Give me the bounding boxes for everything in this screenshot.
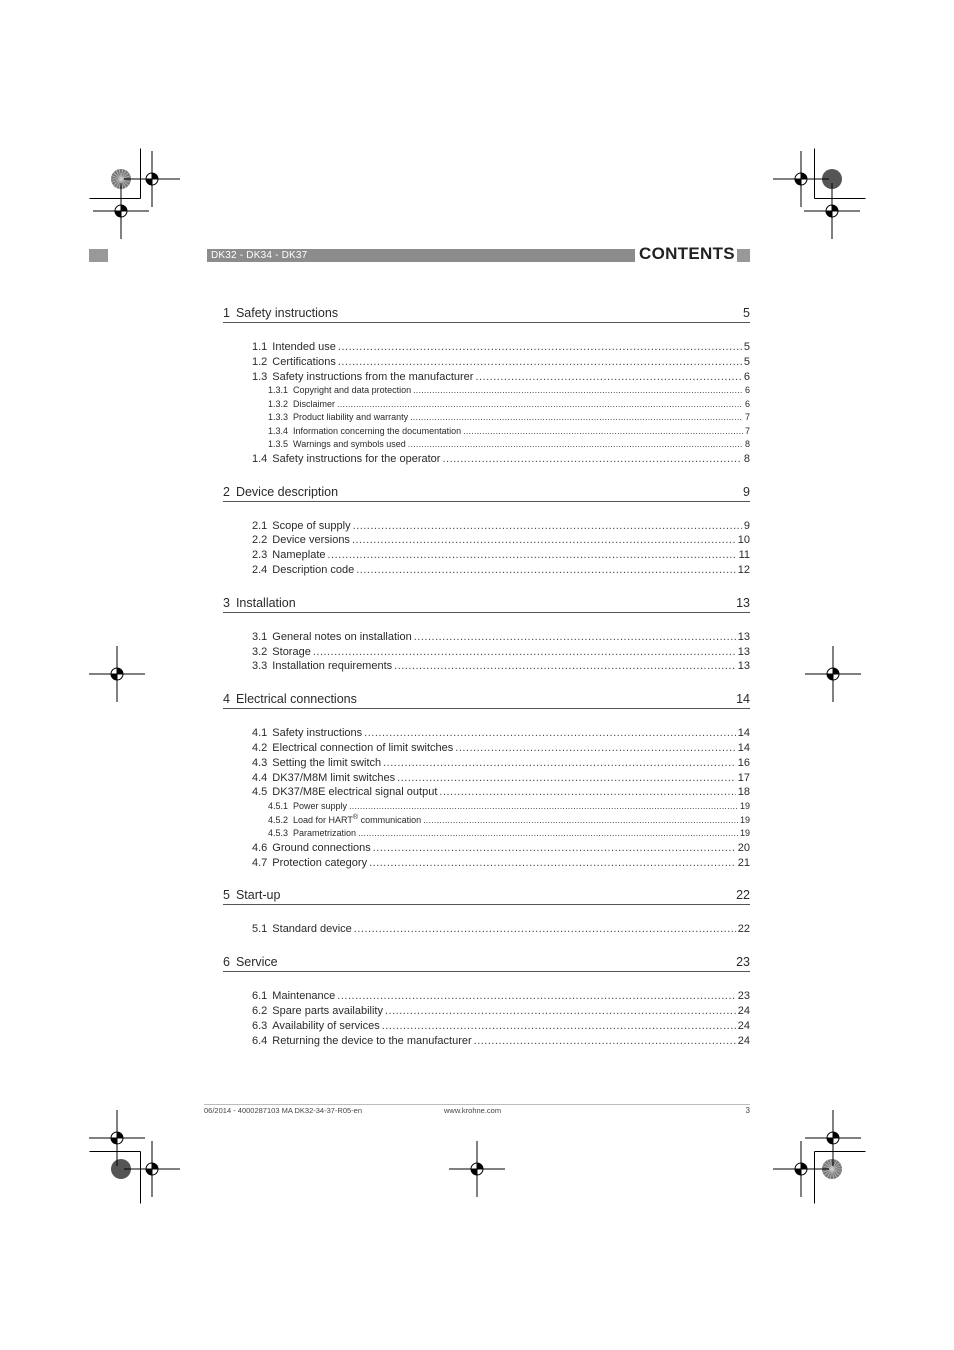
toc-section-entry[interactable] bbox=[223, 548, 750, 563]
table-of-contents bbox=[223, 300, 750, 1048]
toc-chapter-page: 23 bbox=[736, 955, 750, 970]
toc-entry-page: 8 bbox=[743, 452, 750, 465]
toc-entry-title bbox=[293, 411, 408, 425]
toc-entry-title-text: Information concerning the documentation bbox=[293, 425, 462, 436]
toc-entry-title bbox=[272, 533, 350, 548]
registration-mark-icon bbox=[87, 1108, 147, 1168]
dot-leader bbox=[352, 533, 736, 548]
toc-entry-number: 4.7 bbox=[252, 856, 268, 869]
toc-entry-page: 10 bbox=[737, 534, 750, 547]
toc-section-entry[interactable] bbox=[223, 785, 750, 800]
dot-leader bbox=[397, 771, 736, 786]
toc-entry-number: 4.5.3 bbox=[268, 828, 289, 839]
toc-entry-title bbox=[272, 726, 362, 741]
toc-entry-page: 8 bbox=[744, 439, 750, 450]
header-block-left bbox=[89, 249, 108, 262]
dot-leader bbox=[364, 726, 736, 741]
dot-leader bbox=[455, 741, 735, 756]
registration-mark-icon bbox=[802, 181, 862, 241]
dot-leader bbox=[439, 785, 735, 800]
toc-entry-title bbox=[293, 827, 356, 841]
toc-entry-title-text: General notes on installation bbox=[272, 630, 412, 643]
header-model: DK32 - DK34 - DK37 bbox=[211, 250, 308, 261]
toc-entry-page: 19 bbox=[739, 814, 750, 825]
toc-chapter-title: Safety instructions bbox=[235, 306, 339, 320]
toc-section-entry[interactable] bbox=[223, 841, 750, 856]
toc-entry-page: 13 bbox=[737, 645, 750, 658]
toc-entry-title bbox=[272, 922, 352, 937]
toc-entry-number: 4.2 bbox=[252, 742, 268, 755]
dot-leader bbox=[349, 800, 738, 814]
toc-entry-number: 1.3.3 bbox=[268, 412, 289, 423]
registered-mark: ® bbox=[352, 813, 359, 821]
toc-entry-title bbox=[272, 771, 395, 786]
footer-doc-info: 06/2014 - 4000287103 MA DK32-34-37-R05-en bbox=[204, 1106, 363, 1115]
toc-chapter-page: 22 bbox=[736, 888, 750, 903]
crop-line bbox=[89, 1151, 141, 1152]
toc-chapter-number: 5 bbox=[223, 888, 230, 903]
toc-entry-title-text: Intended use bbox=[272, 341, 336, 353]
toc-entry-page: 9 bbox=[743, 519, 750, 532]
dot-leader bbox=[410, 411, 743, 425]
toc-entry-title bbox=[272, 370, 473, 385]
toc-entry-page: 11 bbox=[738, 549, 750, 562]
dot-leader bbox=[354, 922, 736, 937]
toc-entry-page: 24 bbox=[737, 1034, 750, 1047]
dot-leader bbox=[338, 340, 742, 355]
footer-website: www.krohne.com bbox=[444, 1106, 502, 1115]
toc-chapter-page: 5 bbox=[743, 306, 750, 320]
toc-entry-title-text: Description code bbox=[272, 564, 355, 577]
toc-entry-title bbox=[272, 741, 453, 756]
toc-entry-title-text: Safety instructions from the manufacturer bbox=[272, 370, 474, 383]
dot-leader bbox=[313, 645, 736, 660]
toc-entry-page: 13 bbox=[737, 630, 750, 643]
toc-entry-title bbox=[272, 452, 440, 467]
toc-entry-title bbox=[293, 438, 406, 452]
toc-entry-title-text: Copyright and data protection bbox=[293, 385, 412, 396]
toc-entry-title-text: Parametrization bbox=[293, 828, 357, 839]
toc-entry-title-suffix: communication bbox=[358, 814, 422, 825]
toc-entry-list bbox=[223, 502, 750, 578]
toc-entry-page: 19 bbox=[739, 801, 750, 812]
toc-entry-title bbox=[272, 1034, 471, 1049]
toc-entry-title bbox=[272, 1019, 379, 1034]
registration-mark-icon bbox=[803, 644, 863, 704]
toc-entry-title-text: Electrical connection of limit switches bbox=[272, 742, 454, 755]
crop-line bbox=[140, 1151, 141, 1204]
toc-chapter-number: 1 bbox=[223, 306, 230, 320]
toc-entry-number: 4.3 bbox=[252, 756, 268, 769]
toc-section-entry[interactable] bbox=[223, 645, 750, 660]
toc-entry-number: 1.4 bbox=[252, 452, 268, 465]
toc-entry-title bbox=[272, 756, 381, 771]
dot-leader bbox=[356, 563, 736, 578]
toc-entry-title bbox=[293, 384, 411, 398]
toc-entry-title-text: Spare parts availability bbox=[272, 1004, 383, 1017]
toc-entry-title-text: Availability of services bbox=[272, 1019, 380, 1032]
toc-entry-list bbox=[223, 972, 750, 1048]
toc-entry-number: 6.1 bbox=[252, 990, 268, 1003]
toc-entry-page: 24 bbox=[737, 1004, 750, 1017]
toc-entry-number: 4.5.2 bbox=[268, 814, 289, 825]
dot-leader bbox=[414, 630, 736, 645]
dot-leader bbox=[338, 355, 742, 370]
toc-entry-number: 4.1 bbox=[252, 727, 268, 740]
toc-chapter-title: Start-up bbox=[235, 888, 281, 903]
toc-entry-page: 17 bbox=[737, 771, 750, 784]
toc-entry-number: 6.2 bbox=[252, 1004, 268, 1017]
toc-entry-title-text: Scope of supply bbox=[272, 519, 351, 532]
toc-chapter-heading[interactable] bbox=[223, 882, 750, 905]
toc-entry-title bbox=[272, 340, 336, 355]
crop-line bbox=[814, 1151, 866, 1152]
toc-entry-page: 13 bbox=[737, 660, 750, 673]
toc-chapter-heading[interactable] bbox=[223, 949, 750, 972]
toc-entry-number: 2.2 bbox=[252, 534, 268, 547]
toc-section-entry[interactable] bbox=[223, 355, 750, 370]
toc-chapter bbox=[223, 300, 750, 467]
toc-chapter-label bbox=[223, 955, 278, 969]
toc-entry-page: 14 bbox=[737, 742, 750, 755]
toc-chapter-heading[interactable] bbox=[223, 686, 750, 709]
toc-entry-number: 4.5 bbox=[252, 786, 268, 799]
toc-section-entry[interactable] bbox=[223, 756, 750, 771]
toc-chapter-number: 6 bbox=[223, 955, 230, 970]
toc-subsection-entry[interactable] bbox=[223, 827, 750, 841]
toc-chapter bbox=[223, 882, 750, 937]
toc-entry-title-text: Warnings and symbols used bbox=[293, 439, 406, 450]
registration-mark-icon bbox=[447, 1139, 507, 1199]
dot-leader bbox=[328, 548, 737, 563]
toc-section-entry[interactable] bbox=[223, 519, 750, 534]
toc-entry-title bbox=[272, 645, 311, 660]
toc-section-entry[interactable] bbox=[223, 989, 750, 1004]
toc-section-entry[interactable] bbox=[223, 630, 750, 645]
toc-subsection-entry[interactable] bbox=[223, 398, 750, 412]
toc-entry-number: 1.3.5 bbox=[268, 439, 289, 450]
toc-entry-title-text: Returning the device to the manufacturer bbox=[272, 1034, 472, 1047]
toc-chapter bbox=[223, 686, 750, 870]
crop-line bbox=[89, 198, 141, 199]
toc-subsection-entry[interactable] bbox=[223, 384, 750, 398]
toc-entry-page: 7 bbox=[744, 425, 750, 436]
toc-chapter-title: Service bbox=[235, 955, 278, 970]
toc-entry-page: 20 bbox=[737, 841, 750, 854]
dot-leader bbox=[474, 1034, 736, 1049]
toc-chapter-label bbox=[223, 306, 338, 320]
dot-leader bbox=[385, 1004, 736, 1019]
toc-entry-number: 4.5.1 bbox=[268, 801, 289, 812]
footer-divider bbox=[204, 1104, 750, 1105]
toc-chapter bbox=[223, 590, 750, 674]
toc-entry-page: 16 bbox=[737, 756, 750, 769]
toc-entry-list bbox=[223, 613, 750, 674]
crop-line bbox=[814, 198, 866, 199]
toc-entry-page: 21 bbox=[737, 856, 750, 869]
toc-section-entry[interactable] bbox=[223, 563, 750, 578]
toc-entry-number: 3.3 bbox=[252, 660, 268, 673]
toc-chapter-heading[interactable] bbox=[223, 479, 750, 502]
toc-entry-number: 2.3 bbox=[252, 549, 268, 562]
toc-entry-number: 1.3 bbox=[252, 370, 268, 383]
toc-chapter-label bbox=[223, 485, 338, 499]
toc-entry-page: 24 bbox=[737, 1019, 750, 1032]
toc-entry-number: 2.1 bbox=[252, 519, 268, 532]
toc-chapter-number: 3 bbox=[223, 595, 230, 610]
toc-entry-title-text: Standard device bbox=[272, 923, 352, 936]
dot-leader bbox=[353, 519, 742, 534]
toc-section-entry[interactable] bbox=[223, 340, 750, 355]
registration-mark-icon bbox=[91, 181, 151, 241]
dot-leader bbox=[358, 827, 738, 841]
toc-entry-page: 23 bbox=[737, 990, 750, 1003]
toc-section-entry[interactable] bbox=[223, 659, 750, 674]
toc-chapter-page: 9 bbox=[743, 484, 750, 499]
dot-leader bbox=[413, 384, 743, 398]
toc-chapter-label bbox=[223, 596, 296, 610]
toc-section-entry[interactable] bbox=[223, 771, 750, 786]
toc-entry-page: 6 bbox=[744, 398, 750, 409]
toc-entry-number: 4.4 bbox=[252, 771, 268, 784]
dot-leader bbox=[337, 989, 735, 1004]
dot-leader bbox=[463, 425, 743, 439]
toc-chapter-title: Installation bbox=[235, 595, 296, 610]
toc-entry-title bbox=[272, 841, 370, 856]
registration-mark-icon bbox=[803, 1108, 863, 1168]
toc-entry-number: 4.6 bbox=[252, 841, 268, 854]
toc-entry-number: 1.3.4 bbox=[268, 425, 289, 436]
toc-entry-title-text: Maintenance bbox=[272, 990, 336, 1003]
toc-entry-title-text: Device versions bbox=[272, 534, 350, 547]
toc-entry-page: 19 bbox=[739, 828, 750, 839]
toc-section-entry[interactable] bbox=[223, 726, 750, 741]
toc-chapter-heading[interactable] bbox=[223, 590, 750, 613]
toc-subsection-entry[interactable] bbox=[223, 438, 750, 452]
toc-chapter-label bbox=[223, 692, 357, 706]
toc-entry-title bbox=[272, 989, 335, 1004]
toc-section-entry[interactable] bbox=[223, 1019, 750, 1034]
toc-entry-title bbox=[293, 814, 421, 828]
toc-entry-title bbox=[272, 630, 411, 645]
toc-subsection-entry[interactable] bbox=[223, 411, 750, 425]
toc-entry-title bbox=[293, 425, 461, 439]
dot-leader bbox=[442, 452, 741, 467]
toc-subsection-entry[interactable] bbox=[223, 814, 750, 828]
toc-entry-title-text: Power supply bbox=[293, 801, 348, 812]
toc-entry-page: 18 bbox=[737, 786, 750, 799]
toc-entry-page: 12 bbox=[737, 564, 750, 577]
dot-leader bbox=[475, 370, 741, 385]
crop-line bbox=[814, 148, 815, 199]
toc-section-entry[interactable] bbox=[223, 741, 750, 756]
toc-section-entry[interactable] bbox=[223, 856, 750, 871]
toc-entry-title-text: Setting the limit switch bbox=[272, 756, 382, 769]
toc-chapter-page: 13 bbox=[736, 595, 750, 610]
toc-entry-page: 14 bbox=[737, 727, 750, 740]
toc-entry-title bbox=[293, 800, 347, 814]
toc-entry-title bbox=[272, 785, 437, 800]
dot-leader bbox=[337, 398, 743, 412]
toc-entry-title bbox=[272, 355, 336, 370]
crop-line bbox=[814, 1151, 815, 1204]
toc-entry-number: 1.3.1 bbox=[268, 385, 289, 396]
toc-entry-number: 5.1 bbox=[252, 923, 268, 936]
toc-entry-page: 5 bbox=[743, 341, 750, 353]
toc-chapter-number: 4 bbox=[223, 692, 230, 707]
toc-subsection-entry[interactable] bbox=[223, 800, 750, 814]
header-block-right bbox=[737, 249, 750, 262]
toc-entry-list bbox=[223, 905, 750, 937]
toc-entry-number: 2.4 bbox=[252, 564, 268, 577]
toc-entry-page: 5 bbox=[743, 355, 750, 368]
toc-section-entry[interactable] bbox=[223, 533, 750, 548]
toc-entry-number: 3.2 bbox=[252, 645, 268, 658]
toc-entry-number: 6.4 bbox=[252, 1034, 268, 1047]
toc-entry-number: 3.1 bbox=[252, 630, 268, 643]
toc-entry-title-text: Installation requirements bbox=[272, 660, 393, 673]
toc-section-entry[interactable] bbox=[223, 1004, 750, 1019]
toc-entry-title-text: Disclaimer bbox=[293, 398, 336, 409]
toc-entry-page: 6 bbox=[743, 370, 750, 383]
toc-chapter-page: 14 bbox=[736, 692, 750, 707]
toc-entry-number: 1.1 bbox=[252, 341, 268, 353]
dot-leader bbox=[373, 841, 736, 856]
toc-section-entry[interactable] bbox=[223, 452, 750, 467]
toc-entry-page: 7 bbox=[744, 412, 750, 423]
toc-entry-title-text: DK37/M8E electrical signal output bbox=[272, 786, 438, 799]
page-title: CONTENTS bbox=[639, 244, 735, 263]
toc-chapter bbox=[223, 949, 750, 1048]
toc-entry-list bbox=[223, 709, 750, 870]
toc-entry-title-text: Safety instructions for the operator bbox=[272, 452, 441, 465]
toc-entry-title-text: Safety instructions bbox=[272, 727, 363, 740]
toc-chapter-heading[interactable] bbox=[223, 300, 750, 323]
toc-entry-title-text: Product liability and warranty bbox=[293, 412, 409, 423]
footer-page-number: 3 bbox=[745, 1106, 750, 1115]
dot-leader bbox=[383, 756, 736, 771]
dot-leader bbox=[408, 438, 743, 452]
toc-entry-title-text: Protection category bbox=[272, 856, 368, 869]
toc-entry-page: 22 bbox=[737, 923, 750, 936]
dot-leader bbox=[382, 1019, 736, 1034]
toc-section-entry[interactable] bbox=[223, 1034, 750, 1049]
toc-chapter-label bbox=[223, 888, 280, 902]
toc-entry-number: 1.3.2 bbox=[268, 398, 289, 409]
toc-chapter-title: Device description bbox=[235, 484, 339, 499]
dot-leader bbox=[394, 659, 736, 674]
dot-leader bbox=[423, 814, 738, 828]
toc-entry-title bbox=[272, 519, 350, 534]
toc-entry-page: 6 bbox=[744, 385, 750, 396]
registration-mark-icon bbox=[87, 644, 147, 704]
toc-entry-number: 1.2 bbox=[252, 355, 268, 368]
toc-subsection-entry[interactable] bbox=[223, 425, 750, 439]
toc-entry-list bbox=[223, 323, 750, 467]
toc-chapter-title: Electrical connections bbox=[235, 692, 357, 707]
toc-entry-title bbox=[272, 659, 392, 674]
toc-entry-title-text: Certifications bbox=[272, 355, 336, 368]
toc-entry-title-text: Load for HART bbox=[293, 814, 353, 825]
crop-line bbox=[140, 148, 141, 199]
toc-entry-title bbox=[272, 1004, 383, 1019]
toc-entry-title-text: Ground connections bbox=[272, 841, 371, 854]
dot-leader bbox=[369, 856, 736, 871]
toc-section-entry[interactable] bbox=[223, 370, 750, 385]
toc-section-entry[interactable] bbox=[223, 922, 750, 937]
toc-entry-title bbox=[272, 548, 325, 563]
toc-chapter-number: 2 bbox=[223, 484, 230, 499]
toc-entry-title bbox=[272, 856, 367, 871]
toc-entry-title-text: Storage bbox=[272, 645, 311, 658]
toc-entry-title bbox=[293, 398, 335, 412]
toc-entry-title-text: DK37/M8M limit switches bbox=[272, 771, 396, 784]
toc-entry-number: 6.3 bbox=[252, 1019, 268, 1032]
toc-entry-title-text: Nameplate bbox=[272, 549, 326, 562]
toc-entry-title bbox=[272, 563, 354, 578]
toc-chapter bbox=[223, 479, 750, 578]
